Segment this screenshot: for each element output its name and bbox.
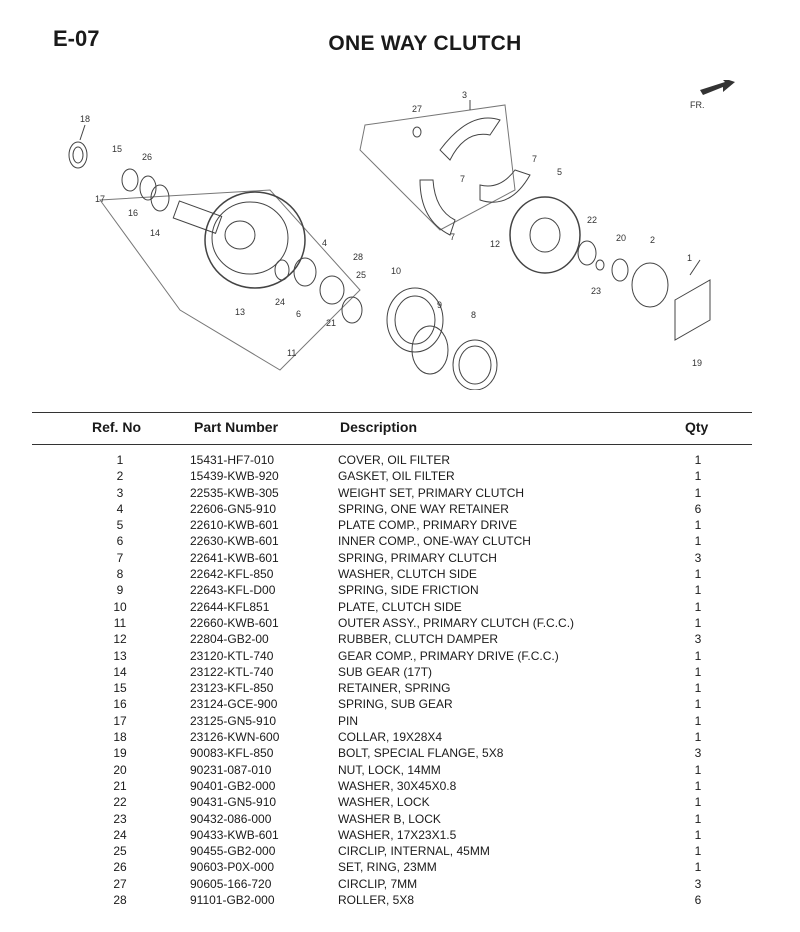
row-ref: 15	[113, 681, 127, 696]
table-header	[0, 419, 800, 439]
row-part-number: 22610-KWB-601	[190, 518, 279, 533]
row-part-number: 22535-KWB-305	[190, 485, 279, 500]
row-ref: 1	[116, 453, 124, 467]
row-part-number: 90083-KFL-850	[190, 746, 274, 761]
row-qty: 1	[694, 795, 702, 810]
row-ref: 13	[113, 648, 127, 663]
direction-label: FR.	[690, 100, 705, 110]
row-qty: 3	[694, 550, 702, 565]
svg-text:8: 8	[471, 310, 477, 320]
row-part-number: 22643-KFL-D00	[190, 583, 276, 598]
row-part-number: 23120-KTL-740	[190, 648, 274, 663]
table-row	[0, 778, 800, 794]
row-qty: 1	[694, 730, 702, 745]
row-qty: 1	[694, 615, 702, 630]
row-description: CIRCLIP, INTERNAL, 45MM	[338, 844, 490, 859]
row-ref: 3	[116, 485, 124, 500]
row-ref: 19	[113, 746, 127, 761]
row-qty: 1	[694, 697, 702, 712]
row-qty: 1	[694, 583, 702, 598]
svg-text:7: 7	[460, 174, 466, 184]
header-part-number: Part Number	[194, 419, 279, 435]
header-ref: Ref. No	[92, 419, 141, 435]
row-qty: 1	[694, 469, 702, 484]
svg-text:9: 9	[437, 300, 443, 310]
row-description: SUB GEAR (17T)	[338, 664, 433, 679]
row-part-number: 90455-GB2-000	[190, 844, 276, 859]
row-part-number: 22642-KFL-850	[190, 567, 274, 582]
row-description: COVER, OIL FILTER	[338, 453, 451, 467]
row-qty: 3	[694, 632, 702, 647]
row-ref: 5	[116, 518, 124, 533]
row-description: OUTER ASSY., PRIMARY CLUTCH (F.C.C.)	[338, 615, 575, 630]
row-description: COLLAR, 19X28X4	[338, 730, 443, 745]
row-ref: 28	[113, 893, 127, 908]
row-description: PLATE COMP., PRIMARY DRIVE	[338, 518, 518, 533]
svg-text:26: 26	[142, 152, 153, 162]
table-row	[0, 859, 800, 875]
table-row	[0, 745, 800, 761]
row-description: PIN	[338, 713, 359, 728]
row-qty: 1	[694, 485, 702, 500]
row-part-number: 22644-KFL851	[190, 599, 270, 614]
row-description: SPRING, SUB GEAR	[338, 697, 453, 712]
table-row	[0, 452, 800, 468]
row-ref: 6	[116, 534, 124, 549]
svg-text:17: 17	[95, 194, 106, 204]
svg-text:28: 28	[353, 252, 364, 262]
row-ref: 20	[113, 762, 127, 777]
table-row	[0, 485, 800, 501]
row-qty: 6	[694, 501, 702, 516]
row-ref: 14	[113, 664, 127, 679]
svg-text:14: 14	[150, 228, 161, 238]
row-qty: 1	[694, 599, 702, 614]
svg-text:23: 23	[591, 286, 602, 296]
row-part-number: 91101-GB2-000	[190, 893, 275, 908]
row-description: WEIGHT SET, PRIMARY CLUTCH	[338, 485, 525, 500]
svg-text:22: 22	[587, 215, 598, 225]
row-part-number: 90433-KWB-601	[190, 827, 279, 842]
row-part-number: 15439-KWB-920	[190, 469, 279, 484]
table-row	[0, 566, 800, 582]
row-ref: 7	[116, 550, 124, 565]
table-row	[0, 582, 800, 598]
row-description: WASHER, LOCK	[338, 795, 430, 810]
svg-text:3: 3	[462, 90, 468, 100]
svg-text:7: 7	[450, 232, 456, 242]
row-part-number: 22660-KWB-601	[190, 615, 279, 630]
row-part-number: 90603-P0X-000	[190, 860, 275, 875]
row-qty: 3	[694, 876, 702, 891]
table-row	[0, 615, 800, 631]
row-part-number: 90401-GB2-000	[190, 778, 276, 793]
row-description: WASHER, 17X23X1.5	[338, 827, 457, 842]
svg-text:1: 1	[687, 253, 693, 263]
row-ref: 12	[113, 632, 127, 647]
callout-labels	[80, 90, 702, 368]
row-description: BOLT, SPECIAL FLANGE, 5X8	[338, 746, 504, 761]
table-row	[0, 599, 800, 615]
row-ref: 25	[113, 844, 127, 859]
row-qty: 1	[694, 713, 702, 728]
row-ref: 21	[113, 778, 127, 793]
row-description: ROLLER, 5X8	[338, 893, 415, 908]
svg-text:10: 10	[391, 266, 402, 276]
table-top-rule	[32, 412, 752, 413]
table-row	[0, 762, 800, 778]
row-description: WASHER, 30X45X0.8	[338, 778, 457, 793]
row-ref: 2	[116, 469, 124, 484]
row-qty: 1	[694, 844, 702, 859]
table-row	[0, 892, 800, 908]
row-ref: 17	[113, 713, 127, 728]
svg-text:27: 27	[412, 104, 423, 114]
row-description: NUT, LOCK, 14MM	[338, 762, 441, 777]
row-part-number: 90231-087-010	[190, 762, 272, 777]
row-qty: 1	[694, 811, 702, 826]
svg-text:18: 18	[80, 114, 91, 124]
svg-text:15: 15	[112, 144, 123, 154]
table-row	[0, 533, 800, 549]
diagram-code: E-07	[53, 26, 100, 51]
table-row	[0, 843, 800, 859]
row-qty: 3	[694, 746, 702, 761]
svg-text:5: 5	[557, 167, 563, 177]
table-row	[0, 827, 800, 843]
table-row	[0, 550, 800, 566]
table-row	[0, 713, 800, 729]
row-description: RETAINER, SPRING	[338, 681, 451, 696]
row-qty: 1	[694, 664, 702, 679]
svg-text:24: 24	[275, 297, 286, 307]
row-description: GASKET, OIL FILTER	[338, 469, 455, 484]
table-row	[0, 631, 800, 647]
table-row	[0, 811, 800, 827]
row-ref: 24	[113, 827, 127, 842]
row-description: SPRING, ONE WAY RETAINER	[338, 501, 509, 516]
row-qty: 1	[694, 827, 702, 842]
row-ref: 10	[113, 599, 127, 614]
svg-text:7: 7	[532, 154, 538, 164]
row-part-number: 23126-KWN-600	[190, 730, 280, 745]
table-row	[0, 468, 800, 484]
row-ref: 16	[113, 697, 127, 712]
row-ref: 8	[116, 567, 124, 582]
row-qty: 1	[694, 453, 702, 467]
row-part-number: 90432-086-000	[190, 811, 272, 826]
row-part-number: 22641-KWB-601	[190, 550, 279, 565]
row-part-number: 90605-166-720	[190, 876, 272, 891]
row-qty: 1	[694, 648, 702, 663]
row-ref: 22	[113, 795, 127, 810]
row-description: SPRING, SIDE FRICTION	[338, 583, 479, 598]
table-row	[0, 696, 800, 712]
header-description: Description	[340, 419, 418, 435]
table-row	[0, 501, 800, 517]
row-qty: 1	[694, 860, 702, 875]
row-qty: 1	[694, 778, 702, 793]
svg-text:11: 11	[287, 348, 297, 358]
row-description: SET, RING, 23MM	[338, 860, 437, 875]
row-ref: 26	[113, 860, 127, 875]
row-qty: 1	[694, 762, 702, 777]
row-ref: 23	[113, 811, 127, 826]
exploded-parts-diagram	[60, 80, 750, 390]
row-part-number: 23123-KFL-850	[190, 681, 274, 696]
row-part-number: 90431-GN5-910	[190, 795, 277, 810]
table-row	[0, 680, 800, 696]
row-ref: 9	[116, 583, 124, 598]
row-ref: 27	[113, 876, 127, 891]
row-description: RUBBER, CLUTCH DAMPER	[338, 632, 499, 647]
row-part-number: 22804-GB2-00	[190, 632, 269, 647]
row-description: SPRING, PRIMARY CLUTCH	[338, 550, 497, 565]
row-qty: 1	[694, 518, 702, 533]
row-part-number: 23125-GN5-910	[190, 713, 277, 728]
row-description: WASHER, CLUTCH SIDE	[338, 567, 477, 582]
row-description: CIRCLIP, 7MM	[338, 876, 418, 891]
page-title: ONE WAY CLUTCH	[328, 32, 522, 55]
row-part-number: 23124-GCE-900	[190, 697, 278, 712]
header-qty: Qty	[685, 419, 709, 435]
parts-table-body	[0, 452, 800, 908]
row-qty: 1	[694, 534, 702, 549]
table-row	[0, 794, 800, 810]
row-part-number: 23122-KTL-740	[190, 664, 274, 679]
svg-text:16: 16	[128, 208, 139, 218]
table-row	[0, 729, 800, 745]
svg-text:12: 12	[490, 239, 501, 249]
row-ref: 18	[113, 730, 127, 745]
svg-text:21: 21	[326, 318, 337, 328]
row-ref: 11	[113, 615, 127, 630]
row-ref: 4	[116, 501, 124, 516]
row-description: GEAR COMP., PRIMARY DRIVE (F.C.C.)	[338, 648, 559, 663]
svg-text:4: 4	[322, 238, 328, 248]
svg-text:13: 13	[235, 307, 246, 317]
table-row	[0, 648, 800, 664]
row-description: WASHER B, LOCK	[338, 811, 441, 826]
svg-text:19: 19	[692, 358, 703, 368]
row-qty: 1	[694, 567, 702, 582]
row-part-number: 22606-GN5-910	[190, 501, 277, 516]
table-header-rule	[32, 444, 752, 445]
svg-text:20: 20	[616, 233, 627, 243]
table-row	[0, 876, 800, 892]
row-part-number: 15431-HF7-010	[190, 453, 275, 467]
table-row	[0, 664, 800, 680]
svg-text:2: 2	[650, 235, 656, 245]
svg-text:6: 6	[296, 309, 302, 319]
row-qty: 1	[694, 681, 702, 696]
row-qty: 6	[694, 893, 702, 908]
row-part-number: 22630-KWB-601	[190, 534, 279, 549]
svg-text:25: 25	[356, 270, 367, 280]
row-description: INNER COMP., ONE-WAY CLUTCH	[338, 534, 531, 549]
table-row	[0, 517, 800, 533]
row-description: PLATE, CLUTCH SIDE	[338, 599, 462, 614]
